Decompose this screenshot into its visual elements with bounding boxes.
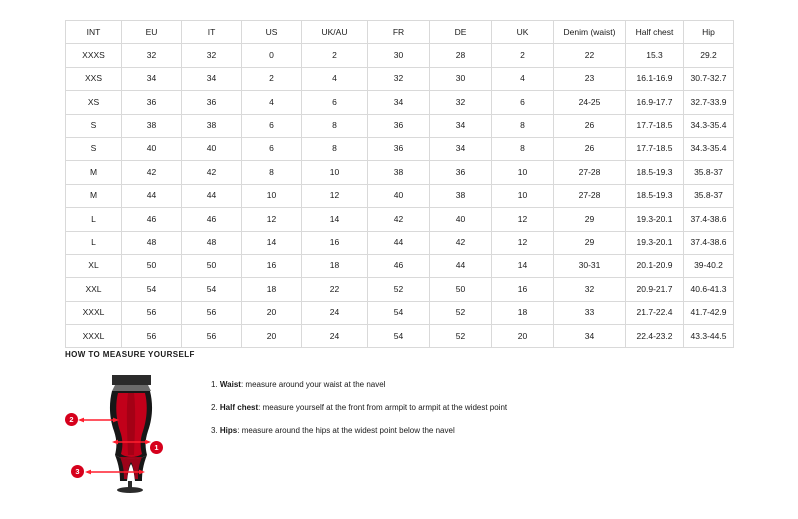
table-cell: 29 xyxy=(554,208,626,231)
table-cell: L xyxy=(66,208,122,231)
table-cell: 36 xyxy=(122,91,182,114)
table-cell: 23 xyxy=(554,67,626,90)
table-cell: 17.7-18.5 xyxy=(626,114,684,137)
table-cell: 24-25 xyxy=(554,91,626,114)
column-header: DE xyxy=(430,21,492,44)
table-cell: 30-31 xyxy=(554,254,626,277)
column-header: IT xyxy=(182,21,242,44)
table-cell: 46 xyxy=(122,208,182,231)
table-cell: XL xyxy=(66,254,122,277)
table-cell: 42 xyxy=(122,161,182,184)
table-cell: 12 xyxy=(492,231,554,254)
table-cell: 16 xyxy=(302,231,368,254)
column-header: US xyxy=(242,21,302,44)
table-cell: 18.5-19.3 xyxy=(626,161,684,184)
table-cell: 34 xyxy=(368,91,430,114)
table-cell: 48 xyxy=(122,231,182,254)
table-cell: 36 xyxy=(182,91,242,114)
table-cell: 42 xyxy=(430,231,492,254)
how-to-measure-section xyxy=(65,350,733,494)
table-cell: 41.7-42.9 xyxy=(684,301,734,324)
table-cell: 26 xyxy=(554,137,626,160)
table-cell: 6 xyxy=(242,137,302,160)
measure-instruction xyxy=(211,402,507,413)
column-header: FR xyxy=(368,21,430,44)
table-cell: 16 xyxy=(492,278,554,301)
column-header: Denim (waist) xyxy=(554,21,626,44)
measure-instructions-list xyxy=(211,369,507,449)
table-cell: 39-40.2 xyxy=(684,254,734,277)
table-row xyxy=(66,184,734,207)
column-header: UK/AU xyxy=(302,21,368,44)
table-cell: 35.8-37 xyxy=(684,161,734,184)
table-cell: 20.9-21.7 xyxy=(626,278,684,301)
table-row xyxy=(66,208,734,231)
table-cell: 52 xyxy=(430,301,492,324)
table-cell: XXXS xyxy=(66,44,122,67)
table-cell: 30.7-32.7 xyxy=(684,67,734,90)
table-row xyxy=(66,137,734,160)
table-cell: 4 xyxy=(242,91,302,114)
table-cell: 10 xyxy=(302,161,368,184)
table-cell: 54 xyxy=(368,301,430,324)
table-cell: 20 xyxy=(492,325,554,348)
how-to-measure-body xyxy=(65,369,733,494)
table-cell: 36 xyxy=(368,137,430,160)
table-cell: 30 xyxy=(430,67,492,90)
table-cell: 33 xyxy=(554,301,626,324)
table-cell: 48 xyxy=(182,231,242,254)
table-cell: 8 xyxy=(492,137,554,160)
table-cell: 52 xyxy=(368,278,430,301)
table-cell: XXL xyxy=(66,278,122,301)
marker-1: 1 xyxy=(150,441,163,454)
table-cell: 34 xyxy=(430,137,492,160)
table-cell: 56 xyxy=(182,301,242,324)
table-cell: 38 xyxy=(368,161,430,184)
table-cell: 2 xyxy=(302,44,368,67)
table-cell: 12 xyxy=(492,208,554,231)
table-cell: 32 xyxy=(430,91,492,114)
table-cell: 6 xyxy=(242,114,302,137)
table-cell: 4 xyxy=(302,67,368,90)
table-cell: 32 xyxy=(554,278,626,301)
column-header: Half chest xyxy=(626,21,684,44)
table-cell: M xyxy=(66,161,122,184)
table-cell: 36 xyxy=(368,114,430,137)
table-cell: 27-28 xyxy=(554,161,626,184)
table-cell: 29.2 xyxy=(684,44,734,67)
table-cell: 36 xyxy=(430,161,492,184)
size-chart-container xyxy=(65,20,733,348)
table-row xyxy=(66,91,734,114)
table-cell: 52 xyxy=(430,325,492,348)
table-cell: L xyxy=(66,231,122,254)
table-cell: 24 xyxy=(302,301,368,324)
table-cell: 32 xyxy=(122,44,182,67)
table-cell: 8 xyxy=(492,114,554,137)
table-cell: XXXL xyxy=(66,325,122,348)
measure-text: : measure yourself at the front from armpit to armpit at the widest point xyxy=(258,403,508,413)
table-row xyxy=(66,278,734,301)
table-cell: 29 xyxy=(554,231,626,254)
table-cell: 54 xyxy=(368,325,430,348)
measure-term: Half chest xyxy=(219,403,259,413)
table-cell: 56 xyxy=(182,325,242,348)
table-row xyxy=(66,325,734,348)
table-cell: 38 xyxy=(122,114,182,137)
table-cell: 2 xyxy=(492,44,554,67)
table-cell: 0 xyxy=(242,44,302,67)
table-cell: 8 xyxy=(302,114,368,137)
table-cell: 34 xyxy=(430,114,492,137)
table-cell: S xyxy=(66,137,122,160)
mannequin-svg xyxy=(65,369,195,494)
table-body xyxy=(66,44,734,348)
measure-number: 1. xyxy=(211,380,218,389)
table-cell: 40 xyxy=(430,208,492,231)
table-cell: 16.9-17.7 xyxy=(626,91,684,114)
table-cell: 14 xyxy=(302,208,368,231)
measure-text: : measure around the hips at the widest point below the navel xyxy=(237,426,455,436)
table-cell: 44 xyxy=(368,231,430,254)
table-cell: 37.4-38.6 xyxy=(684,208,734,231)
table-cell: 12 xyxy=(242,208,302,231)
table-cell: 32.7-33.9 xyxy=(684,91,734,114)
table-cell: 18 xyxy=(242,278,302,301)
table-cell: 43.3-44.5 xyxy=(684,325,734,348)
table-cell: 38 xyxy=(182,114,242,137)
table-cell: 40 xyxy=(182,137,242,160)
table-cell: 10 xyxy=(242,184,302,207)
table-cell: 38 xyxy=(430,184,492,207)
table-cell: 44 xyxy=(122,184,182,207)
measure-number: 3. xyxy=(211,426,218,436)
table-cell: 17.7-18.5 xyxy=(626,137,684,160)
table-cell: 40.6-41.3 xyxy=(684,278,734,301)
table-cell: 34 xyxy=(182,67,242,90)
table-cell: 14 xyxy=(242,231,302,254)
table-cell: 22 xyxy=(302,278,368,301)
table-cell: 40 xyxy=(122,137,182,160)
table-cell: 46 xyxy=(182,208,242,231)
table-cell: 34.3-35.4 xyxy=(684,114,734,137)
table-cell: 46 xyxy=(368,254,430,277)
how-to-measure-title: HOW TO MEASURE YOURSELF xyxy=(65,350,195,359)
table-cell: 32 xyxy=(368,67,430,90)
table-cell: 37.4-38.6 xyxy=(684,231,734,254)
table-cell: 34 xyxy=(122,67,182,90)
table-cell: 35.8-37 xyxy=(684,184,734,207)
table-cell: 30 xyxy=(368,44,430,67)
table-cell: 56 xyxy=(122,325,182,348)
marker-2: 2 xyxy=(65,413,78,426)
table-cell: 20 xyxy=(242,325,302,348)
table-row xyxy=(66,44,734,67)
table-cell: XXXL xyxy=(66,301,122,324)
measure-instruction xyxy=(211,425,507,436)
table-cell: 4 xyxy=(492,67,554,90)
table-cell: 8 xyxy=(242,161,302,184)
table-cell: 40 xyxy=(368,184,430,207)
table-cell: 22.4-23.2 xyxy=(626,325,684,348)
marker-3: 3 xyxy=(71,465,84,478)
table-cell: 32 xyxy=(182,44,242,67)
table-cell: 50 xyxy=(430,278,492,301)
measure-term: Hips xyxy=(219,426,238,436)
table-cell: 50 xyxy=(122,254,182,277)
table-cell: 6 xyxy=(492,91,554,114)
table-row xyxy=(66,301,734,324)
table-row xyxy=(66,231,734,254)
measure-instruction xyxy=(211,379,507,390)
table-cell: 50 xyxy=(182,254,242,277)
table-cell: M xyxy=(66,184,122,207)
table-cell: 20 xyxy=(242,301,302,324)
table-cell: 10 xyxy=(492,184,554,207)
table-row xyxy=(66,114,734,137)
column-header: EU xyxy=(122,21,182,44)
table-cell: 14 xyxy=(492,254,554,277)
table-cell: 44 xyxy=(430,254,492,277)
table-cell: 21.7-22.4 xyxy=(626,301,684,324)
mannequin-illustration xyxy=(65,369,195,494)
table-cell: 15.3 xyxy=(626,44,684,67)
table-cell: 10 xyxy=(492,161,554,184)
table-cell: 42 xyxy=(368,208,430,231)
table-cell: 26 xyxy=(554,114,626,137)
table-cell: 6 xyxy=(302,91,368,114)
table-row xyxy=(66,254,734,277)
table-cell: 34 xyxy=(554,325,626,348)
table-cell: XXS xyxy=(66,67,122,90)
table-header-row xyxy=(66,21,734,44)
table-cell: 27-28 xyxy=(554,184,626,207)
column-header: UK xyxy=(492,21,554,44)
measure-term: Waist xyxy=(219,380,241,389)
table-cell: 20.1-20.9 xyxy=(626,254,684,277)
table-cell: 22 xyxy=(554,44,626,67)
table-cell: 18 xyxy=(492,301,554,324)
table-cell: 34.3-35.4 xyxy=(684,137,734,160)
table-cell: 12 xyxy=(302,184,368,207)
table-cell: 56 xyxy=(122,301,182,324)
table-cell: 18.5-19.3 xyxy=(626,184,684,207)
measure-text: : measure around your waist at the navel xyxy=(240,380,386,389)
column-header: Hip xyxy=(684,21,734,44)
measure-number: 2. xyxy=(211,403,218,413)
table-cell: 24 xyxy=(302,325,368,348)
table-cell: 16 xyxy=(242,254,302,277)
table-cell: 28 xyxy=(430,44,492,67)
table-cell: 19.3-20.1 xyxy=(626,208,684,231)
table-row xyxy=(66,67,734,90)
size-chart-table xyxy=(65,20,734,348)
table-cell: 54 xyxy=(122,278,182,301)
table-cell: 19.3-20.1 xyxy=(626,231,684,254)
table-cell: 16.1-16.9 xyxy=(626,67,684,90)
table-cell: 54 xyxy=(182,278,242,301)
table-cell: 44 xyxy=(182,184,242,207)
table-cell: 42 xyxy=(182,161,242,184)
table-cell: S xyxy=(66,114,122,137)
table-cell: 18 xyxy=(302,254,368,277)
table-cell: XS xyxy=(66,91,122,114)
table-cell: 8 xyxy=(302,137,368,160)
table-cell: 2 xyxy=(242,67,302,90)
column-header: INT xyxy=(66,21,122,44)
table-row xyxy=(66,161,734,184)
